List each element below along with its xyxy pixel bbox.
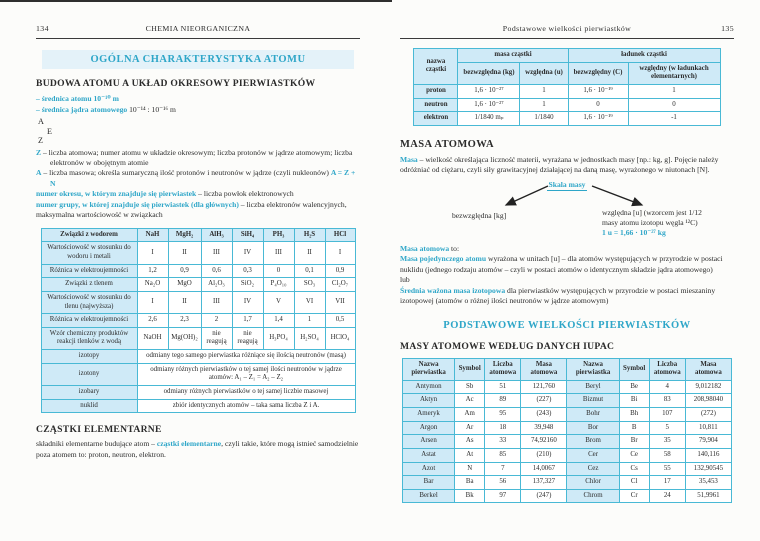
table-cell: 2	[201, 314, 232, 328]
row-label-cell: izotony	[41, 363, 137, 385]
table-cell: IV	[232, 291, 263, 313]
table-row	[403, 448, 732, 462]
table-cell: 132,90545	[685, 462, 731, 476]
row-label-cell: Brom	[567, 435, 619, 449]
header-cell: HCl	[325, 228, 355, 242]
table-cell: 107	[649, 408, 685, 422]
table-cell: Ce	[619, 448, 649, 462]
table-cell: VII	[325, 291, 355, 313]
header-cell: AlH₃	[201, 228, 232, 242]
masa-point-2: Średnia ważona masa izotopowa dla pierwiastków występujących w przyrodzie w postaci mieszaniny izotopowej (atomów o różnej ilości neutronów w jądrze atomowym)	[400, 285, 716, 306]
table-cell: 1	[628, 84, 720, 98]
table-cell: 17	[649, 476, 685, 490]
table-cell: 7	[485, 462, 521, 476]
row-label-cell: Azot	[403, 462, 455, 476]
table-cell: 0,3	[232, 264, 263, 278]
table-cell: 39,948	[521, 421, 567, 435]
table-cell: Al₂O₃	[201, 278, 232, 292]
table-cell: As	[455, 435, 485, 449]
row-label-cell: neutron	[414, 98, 458, 112]
table-cell: H₃PO₄	[263, 327, 294, 349]
table-cell: N	[455, 462, 485, 476]
table-row	[41, 385, 355, 399]
table-cell: 95	[485, 408, 521, 422]
table-cell: 2,3	[168, 314, 201, 328]
table-cell: 51	[485, 380, 521, 394]
table-cell: 0	[628, 98, 720, 112]
table-cell: Ac	[455, 394, 485, 408]
table-cell: P₄O₁₀	[263, 278, 294, 292]
table-cell: 0	[263, 264, 294, 278]
row-label-cell: Beryl	[567, 380, 619, 394]
unit-formula: 1 u = 1,66 · 10⁻²⁷ kg	[602, 228, 666, 238]
table-row	[41, 242, 355, 264]
nuclide-notation: A E Z	[38, 117, 53, 146]
row-label-cell: Astat	[403, 448, 455, 462]
skala-left-label: bezwzględna [kg]	[452, 210, 507, 220]
row-label-cell: Chlor	[567, 476, 619, 490]
table-cell: zbiór identycznych atomów – taka sama liczba Z i A.	[137, 399, 355, 413]
table-cell: (227)	[521, 394, 567, 408]
header-cell: Symbol	[455, 358, 485, 380]
table-cell: 0,6	[201, 264, 232, 278]
table-cell: Br	[619, 435, 649, 449]
row-label-cell: Wzór chemiczny produktów reakcji tlenków z wodą	[41, 327, 137, 349]
table-cell: Be	[619, 380, 649, 394]
col-header-ladunek: ładunek cząstki	[568, 49, 720, 63]
left-page-number: 134	[36, 24, 49, 33]
table-cell: 97	[485, 489, 521, 503]
table-cell: 4	[649, 380, 685, 394]
table-cell: 33	[485, 435, 521, 449]
section-heading-podstawowe: PODSTAWOWE WIELKOŚCI PIERWIASTKÓW	[443, 319, 691, 331]
table-cell: 58	[649, 448, 685, 462]
row-label-cell: elektron	[414, 112, 458, 126]
right-page-number: 135	[721, 24, 734, 33]
header-cell: Liczba atomowa	[649, 358, 685, 380]
table-cell: 1/1840 mₚ	[458, 112, 520, 126]
table-cell: 85	[485, 448, 521, 462]
header-cell: SiH₄	[232, 228, 263, 242]
table-row	[403, 380, 732, 394]
table-row	[41, 264, 355, 278]
lub-connector: lub	[400, 275, 410, 285]
table-cell: Bi	[619, 394, 649, 408]
row-label-cell: Bizmut	[567, 394, 619, 408]
table-cell: 1,6 · 10⁻¹⁹	[568, 112, 628, 126]
row-label-cell: Berkel	[403, 489, 455, 503]
table-cell: 137,327	[521, 476, 567, 490]
col-header-masa-rel: względna (u)	[520, 62, 568, 84]
table-cell: Ba	[455, 476, 485, 490]
table-cell: Cr	[619, 489, 649, 503]
table-cell: 1,6 · 10⁻¹⁹	[568, 84, 628, 98]
table-row	[403, 358, 732, 380]
table-cell: SiO₂	[232, 278, 263, 292]
header-cell: Związki z wodorem	[41, 228, 137, 242]
row-label-cell: Bar	[403, 476, 455, 490]
header-cell: Masa atomowa	[685, 358, 731, 380]
table-cell: 208,98040	[685, 394, 731, 408]
section-heading-czastki: CZĄSTKI ELEMENTARNE	[36, 424, 162, 436]
table-cell: 56	[485, 476, 521, 490]
table-cell: 1,4	[263, 314, 294, 328]
table-cell: H₂SO₄	[294, 327, 325, 349]
table-cell: SO₃	[294, 278, 325, 292]
table-row	[41, 278, 355, 292]
table-cell: Ar	[455, 421, 485, 435]
table-cell: (210)	[521, 448, 567, 462]
right-running-title: Podstawowe wielkości pierwiastków	[502, 24, 632, 33]
table-cell: MgO	[168, 278, 201, 292]
table-cell: 140,116	[685, 448, 731, 462]
row-label-cell: Cez	[567, 462, 619, 476]
table-cell: 0,5	[325, 314, 355, 328]
table-cell: Am	[455, 408, 485, 422]
table-cell: 79,904	[685, 435, 731, 449]
table-cell: I	[137, 242, 168, 264]
row-label-cell: Wartościowość w stosunku do wodoru i metali	[41, 242, 137, 264]
table-cell: Cs	[619, 462, 649, 476]
table-row	[414, 112, 720, 126]
header-cell: Symbol	[619, 358, 649, 380]
row-label-cell: Bohr	[567, 408, 619, 422]
table-cell: II	[294, 242, 325, 264]
chapter-heading: OGÓLNA CHARAKTERYSTYKA ATOMU	[42, 50, 354, 69]
right-running-head	[400, 24, 734, 39]
table-cell: 1,6 · 10⁻²⁷	[458, 84, 520, 98]
table-cell: 121,760	[521, 380, 567, 394]
row-label-cell: Argon	[403, 421, 455, 435]
table-cell: 1/1840	[520, 112, 568, 126]
table-cell: III	[201, 242, 232, 264]
table-row	[41, 327, 355, 349]
table-cell: odmiany różnych pierwiastków o tej samej liczbie masowej	[137, 385, 355, 399]
table-cell: -1	[628, 112, 720, 126]
row-label-cell: Bor	[567, 421, 619, 435]
table-cell: 51,9961	[685, 489, 731, 503]
section-heading-budowa: BUDOWA ATOMU A UKŁAD OKRESOWY PIERWIASTKÓW	[36, 78, 316, 89]
table-cell: 0	[568, 98, 628, 112]
section-heading-iupac: MASY ATOMOWE WEDŁUG DANYCH IUPAC	[400, 340, 615, 352]
table-row	[414, 98, 720, 112]
row-label-cell: izotopy	[41, 350, 137, 364]
col-header-masa-abs: bezwzględna (kg)	[458, 62, 520, 84]
definition-z: Z – liczba atomowa; numer atomu w układzie okresowym; liczba protonów w jądrze atomowym; liczba elektronów w obojętnym atomie	[36, 147, 353, 167]
col-header-ladunek-rel: względny (w ładunkach elementarnych)	[628, 62, 720, 84]
table-cell: nie reagują	[232, 327, 263, 349]
table-row	[41, 314, 355, 328]
table-cell: V	[263, 291, 294, 313]
table-cell: odmiany różnych pierwiastków o tej samej ilości neutronów w jądrze atomów: A₁ – Z₁ = A₂ – Z₂	[137, 363, 355, 385]
table-cell: 74,92160	[521, 435, 567, 449]
table-cell: Cl	[619, 476, 649, 490]
table-cell: II	[168, 291, 201, 313]
table-cell: (272)	[685, 408, 731, 422]
row-label-cell: nuklid	[41, 399, 137, 413]
table-cell: 0,9	[168, 264, 201, 278]
definition-grupa: numer grupy, w której znajduje się pierwiastek (dla głównych) – liczba elektronów walencyjnych, maksymalna wartościowość w związkach	[36, 199, 347, 220]
masa-point-1: Masa pojedynczego atomu wyrażona w unitach [u] – dla atomów występujących w przyrodzie w postaci nuklidu (jednego rodzaju atomów – czyli w postaci atomów o identycznym składzie jądra atomowego)	[400, 254, 723, 274]
table-cell: 10,811	[685, 421, 731, 435]
table-cell: Cl₂O₇	[325, 278, 355, 292]
row-label-cell: Chrom	[567, 489, 619, 503]
table-cell: HClO₄	[325, 327, 355, 349]
table-row	[41, 399, 355, 413]
table-cell: 1	[520, 98, 568, 112]
table-cell: III	[263, 242, 294, 264]
masa-atomowa-to: Masa atomowa to:	[400, 243, 460, 253]
table-cell: I	[137, 291, 168, 313]
elementary-paragraph: składniki elementarne budujące atom – cząstki elementarne, czyli takie, które mogą istnieć samodzielnie poza atomem to: proton, neutron, elektron.	[36, 439, 359, 459]
table-cell: Sb	[455, 380, 485, 394]
hydrogen-compounds-table	[41, 228, 356, 413]
table-cell: 1,2	[137, 264, 168, 278]
table-cell: Bh	[619, 408, 649, 422]
table-cell: 89	[485, 394, 521, 408]
table-cell: IV	[232, 242, 263, 264]
table-row	[41, 350, 355, 364]
table-cell: 0,1	[294, 264, 325, 278]
table-cell: 1	[294, 314, 325, 328]
header-cell: Nazwa pierwiastka	[403, 358, 455, 380]
row-label-cell: Związki z tlenem	[41, 278, 137, 292]
table-cell: NaOH	[137, 327, 168, 349]
left-running-title: CHEMIA NIEORGANICZNA	[145, 24, 251, 33]
table-cell: 1	[520, 84, 568, 98]
page-left	[36, 24, 360, 460]
skala-masy-title: Skala masy	[548, 179, 586, 189]
table-row	[403, 394, 732, 408]
scan-top-edge	[0, 0, 392, 2]
table-cell: 24	[649, 489, 685, 503]
table-cell: II	[168, 242, 201, 264]
table-cell: 1,6 · 10⁻²⁷	[458, 98, 520, 112]
row-label-cell: izobary	[41, 385, 137, 399]
header-cell: NaH	[137, 228, 168, 242]
row-label-cell: Różnica w elektroujemności	[41, 264, 137, 278]
table-cell: III	[201, 291, 232, 313]
iupac-masses-table	[402, 358, 732, 504]
table-cell: 1,7	[232, 314, 263, 328]
skala-masy-diagram	[400, 180, 734, 244]
row-label-cell: Wartościowość w stosunku do tlenu (najwyższa)	[41, 291, 137, 313]
table-cell: 18	[485, 421, 521, 435]
table-cell: Na₂O	[137, 278, 168, 292]
table-cell: 35	[649, 435, 685, 449]
row-label-cell: Cer	[567, 448, 619, 462]
header-cell: H₂S	[294, 228, 325, 242]
table-cell: (247)	[521, 489, 567, 503]
table-cell: Mg(OH)₂	[168, 327, 201, 349]
table-row	[403, 408, 732, 422]
table-cell: 0,9	[325, 264, 355, 278]
table-row	[403, 462, 732, 476]
table-row	[41, 363, 355, 385]
table-cell: 2,6	[137, 314, 168, 328]
table-row	[403, 421, 732, 435]
table-cell: I	[325, 242, 355, 264]
row-label-cell: Arsen	[403, 435, 455, 449]
table-cell: At	[455, 448, 485, 462]
table-cell: 55	[649, 462, 685, 476]
table-row	[414, 49, 720, 63]
table-cell: B	[619, 421, 649, 435]
table-row	[403, 476, 732, 490]
table-cell: (243)	[521, 408, 567, 422]
header-cell: PH₃	[263, 228, 294, 242]
table-row	[414, 62, 720, 84]
table-cell: odmiany tego samego pierwiastka różniące się ilością neutronów (masą)	[137, 350, 355, 364]
skala-masy-arrows	[400, 180, 734, 210]
nucleus-diameter-line: – średnica jądra atomowego 10⁻¹⁴ : 10⁻¹⁶ m	[36, 104, 176, 114]
table-cell: 9,012182	[685, 380, 731, 394]
header-cell: Nazwa pierwiastka	[567, 358, 619, 380]
table-cell: 14,0067	[521, 462, 567, 476]
table-row	[403, 489, 732, 503]
definition-okres: numer okresu, w którym znajduje się pierwiastek – liczba powłok elektronowych	[36, 189, 294, 199]
table-cell: 35,453	[685, 476, 731, 490]
masa-paragraph: Masa – wielkość określająca liczność materii, wyrażana w jednostkach masy [np.: kg, g]. Pojęcie należy odróżniać od ciężaru, czyli siły grawitacyjnej działającej na daną masę, wyrażonego w niutonach [N].	[400, 154, 719, 175]
table-row	[41, 291, 355, 313]
table-row	[414, 84, 720, 98]
header-cell: Liczba atomowa	[485, 358, 521, 380]
table-cell: nie reagują	[201, 327, 232, 349]
atom-diameter-line: – średnica atomu 10⁻¹⁰ m	[36, 94, 119, 103]
table-cell: VI	[294, 291, 325, 313]
row-label-cell: Różnica w elektroujemności	[41, 314, 137, 328]
definition-a: A – liczba masowa; określa sumaryczną ilość protonów i neutronów w jądrze (czyli nukleonów) A = Z + N	[36, 168, 356, 188]
table-row	[41, 228, 355, 242]
header-cell: Masa atomowa	[521, 358, 567, 380]
skala-right-label: względna [u] (wzorcem jest 1/12 masy atomu izotopu węgla ¹²C) 1 u = 1,66 · 10⁻²⁷ kg	[602, 208, 734, 239]
col-header-masa: masa cząstki	[458, 49, 568, 63]
section-heading-masa-atomowa: MASA ATOMOWA	[400, 138, 494, 150]
page-right	[400, 24, 734, 503]
table-cell: 83	[649, 394, 685, 408]
header-cell: MgH₂	[168, 228, 201, 242]
table-cell: Bk	[455, 489, 485, 503]
table-cell: 5	[649, 421, 685, 435]
col-header-nazwa: nazwa cząstki	[414, 49, 458, 85]
row-label-cell: Antymon	[403, 380, 455, 394]
table-row	[403, 435, 732, 449]
left-running-head	[36, 24, 360, 39]
row-label-cell: Aktyn	[403, 394, 455, 408]
row-label-cell: Ameryk	[403, 408, 455, 422]
row-label-cell: proton	[414, 84, 458, 98]
col-header-ladunek-abs: bezwzględny (C)	[568, 62, 628, 84]
particles-table	[413, 48, 720, 126]
